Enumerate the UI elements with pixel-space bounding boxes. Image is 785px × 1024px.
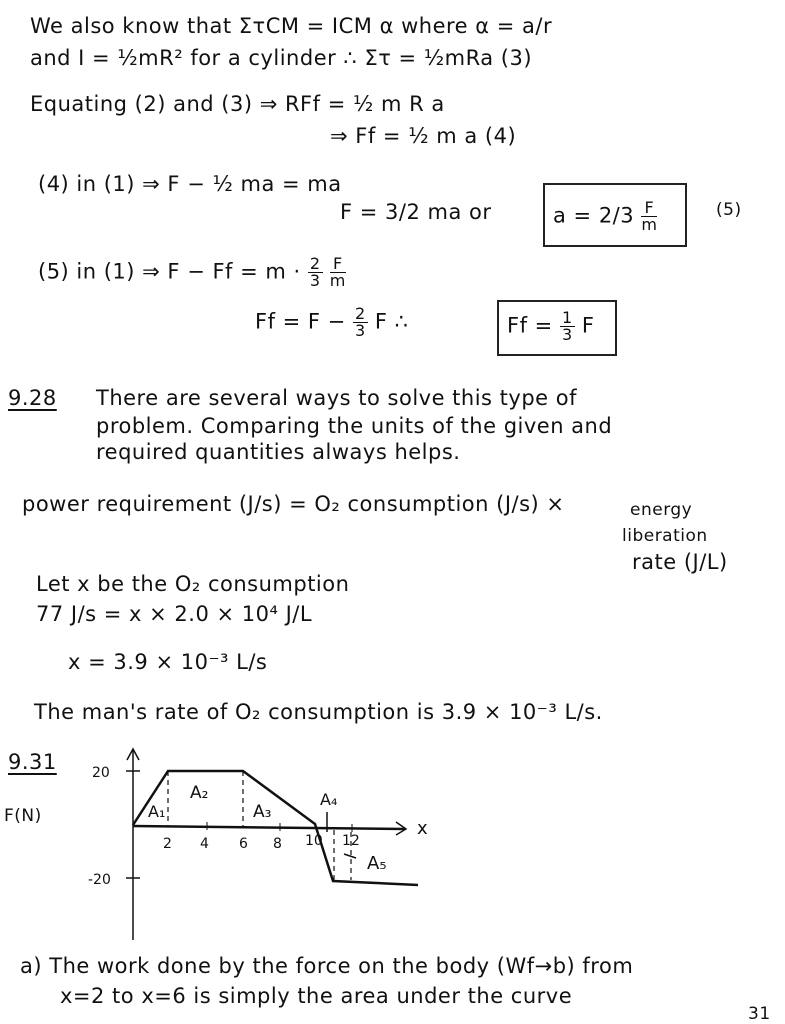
text-line: a) The work done by the force on the body (Wf→b) from (20, 954, 634, 978)
text-line: (4) in (1) ⇒ F − ½ ma = ma (38, 172, 342, 196)
fraction: $\frac{2}{3}$ (309, 254, 321, 290)
text-line: liberation (622, 526, 708, 546)
page-number: 31 (748, 1004, 771, 1024)
text-line (255, 306, 408, 339)
svg-text:6: 6 (239, 836, 248, 852)
text-line: We also know that ΣτCM = ICM α where α = a/r (30, 14, 553, 38)
svg-text:2: 2 (163, 836, 172, 852)
text-line: and I = ½mR² for a cylinder ∴ Στ = ½mRa (3) (30, 46, 533, 70)
svg-text:10: 10 (305, 833, 323, 849)
problem-label: 9.28 (8, 386, 57, 410)
expression: F ∴ (374, 309, 409, 334)
expression: (5) in (1) ⇒ F − Ff = m · (38, 259, 301, 284)
y-axis-label: F(N) (4, 806, 42, 826)
boxed-result-acceleration (543, 183, 687, 247)
text-line: rate (J/L) (632, 550, 728, 574)
boxed-expression: a = 2/3 (553, 203, 635, 228)
equation-number: (5) (716, 200, 742, 220)
text-line: 77 J/s = x × 2.0 × 10⁴ J/L (36, 602, 313, 626)
problem-label: 9.31 (8, 750, 57, 774)
text-line: power requirement (J/s) = O₂ consumption (J/s) × (22, 492, 565, 516)
svg-text:12: 12 (342, 833, 360, 849)
text-line: x = 3.9 × 10⁻³ L/s (68, 650, 268, 674)
svg-text:A₁: A₁ (148, 802, 166, 821)
text-line: There are several ways to solve this type of (96, 386, 577, 410)
text-line (38, 256, 346, 289)
text-line: Equating (2) and (3) ⇒ RFf = ½ m R a (30, 92, 445, 116)
svg-text:A₅: A₅ (367, 853, 387, 874)
text-line: The man's rate of O₂ consumption is 3.9 × 10⁻³ L/s. (34, 700, 603, 724)
fraction: $\frac{1}{3}$ (561, 308, 573, 344)
text-line: F = 3/2 ma or (340, 200, 492, 224)
force-curve (133, 771, 418, 885)
text-line: ⇒ Ff = ½ m a (4) (330, 124, 517, 148)
text-line: energy (630, 500, 693, 520)
arrow-right-icon (396, 822, 406, 835)
expression: Ff = F − (255, 309, 346, 334)
svg-text:-20: -20 (88, 872, 111, 888)
boxed-result-friction (497, 300, 617, 356)
svg-text:8: 8 (273, 836, 282, 852)
x-axis (133, 826, 405, 829)
svg-text:A₃: A₃ (253, 802, 272, 822)
svg-text:x: x (417, 818, 428, 839)
svg-text:20: 20 (92, 765, 110, 781)
svg-text:A₄: A₄ (320, 790, 338, 809)
text-line: x=2 to x=6 is simply the area under the curve (60, 984, 573, 1008)
text-line: required quantities always helps. (96, 440, 461, 464)
svg-text:4: 4 (200, 836, 209, 852)
text-line: problem. Comparing the units of the given and (96, 414, 613, 438)
svg-text:A₂: A₂ (190, 783, 209, 803)
fraction: $\frac{F}{m}$ (641, 198, 658, 234)
text-line: Let x be the O₂ consumption (36, 572, 350, 596)
expression: F (581, 313, 595, 338)
fraction: $\frac{2}{3}$ (354, 304, 366, 340)
fraction: $\frac{F}{m}$ (329, 254, 346, 290)
expression: Ff = (507, 313, 553, 338)
arrow-up-icon (127, 749, 139, 760)
